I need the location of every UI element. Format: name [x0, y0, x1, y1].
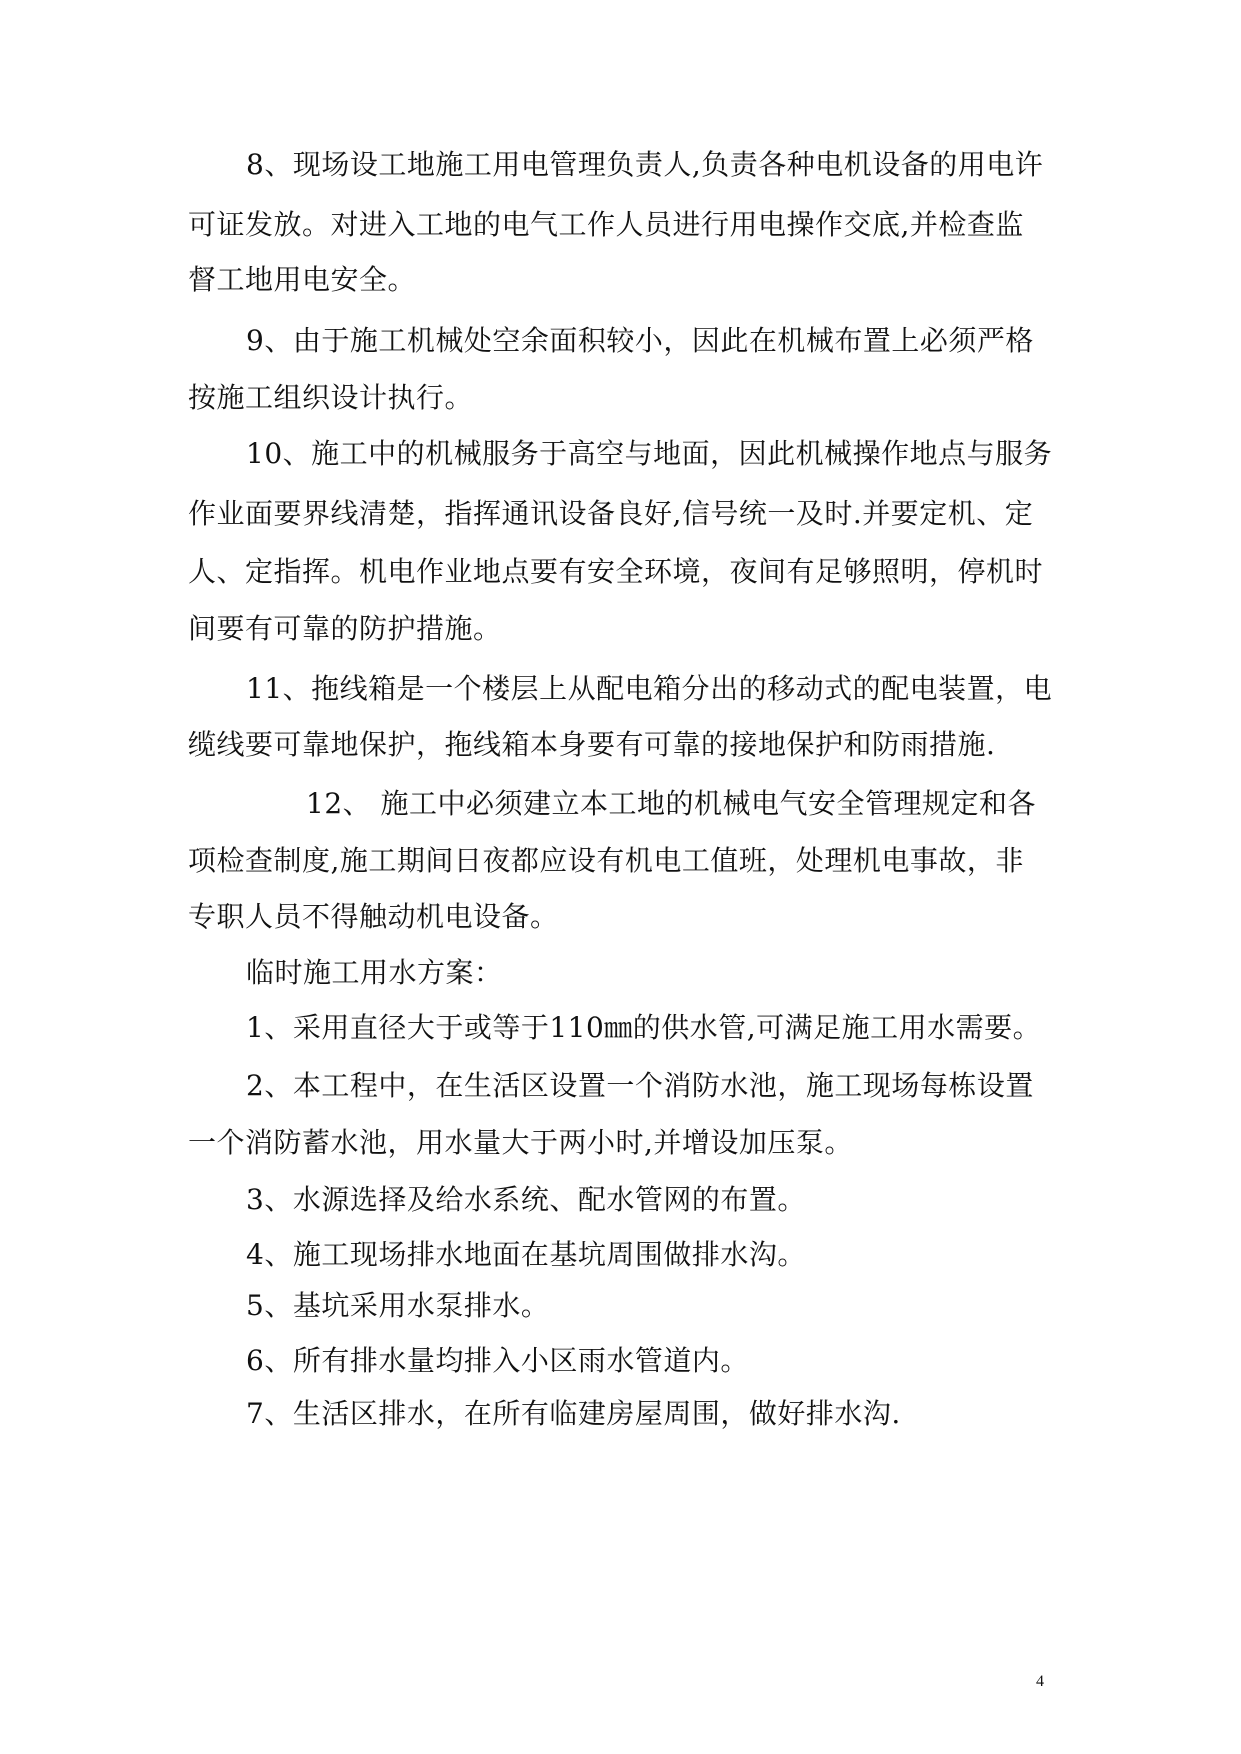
water-item-3: 3、水源选择及给水系统、配水管网的布置。 [246, 1183, 806, 1216]
paragraph-9-line-1: 9、由于施工机械处空余面积较小，因此在机械布置上必须严格 [246, 324, 1034, 357]
paragraph-10-line-4: 间要有可靠的防护措施。 [188, 612, 502, 645]
water-item-5: 5、基坑采用水泵排水。 [246, 1289, 550, 1322]
water-item-4: 4、施工现场排水地面在基坑周围做排水沟。 [246, 1238, 806, 1271]
paragraph-11-line-2: 缆线要可靠地保护，拖线箱本身要有可靠的接地保护和防雨措施. [188, 728, 996, 761]
paragraph-12-line-2: 项检查制度,施工期间日夜都应设有机电工值班，处理机电事故，非 [188, 844, 1024, 877]
page-number: 4 [1036, 1673, 1044, 1690]
paragraph-11-line-1: 11、拖线箱是一个楼层上从配电箱分出的移动式的配电装置，电 [246, 672, 1053, 705]
paragraph-9-line-2: 按施工组织设计执行。 [188, 381, 474, 414]
paragraph-10-line-3: 人、定指挥。机电作业地点要有安全环境，夜间有足够照明，停机时 [188, 555, 1044, 588]
water-item-1: 1、采用直径大于或等于110㎜的供水管,可满足施工用水需要。 [246, 1011, 1042, 1044]
paragraph-8-line-3: 督工地用电安全。 [188, 263, 417, 296]
water-item-2-line-1: 2、本工程中，在生活区设置一个消防水池，施工现场每栋设置 [246, 1069, 1034, 1102]
paragraph-10-line-1: 10、施工中的机械服务于高空与地面，因此机械操作地点与服务 [246, 437, 1053, 470]
paragraph-8-line-1: 8、现场设工地施工用电管理负责人,负责各种电机设备的用电许 [246, 148, 1044, 181]
water-item-2-line-2: 一个消防蓄水池，用水量大于两小时,并增设加压泵。 [188, 1126, 853, 1159]
paragraph-12-line-1: 12、 施工中必须建立本工地的机械电气安全管理规定和各 [306, 787, 1037, 820]
water-plan-heading: 临时施工用水方案： [246, 956, 503, 989]
paragraph-12-line-3: 专职人员不得触动机电设备。 [188, 900, 559, 933]
water-item-6: 6、所有排水量均排入小区雨水管道内。 [246, 1344, 749, 1377]
paragraph-10-line-2: 作业面要界线清楚，指挥通讯设备良好,信号统一及时.并要定机、定 [188, 497, 1034, 530]
paragraph-8-line-2: 可证发放。对进入工地的电气工作人员进行用电操作交底,并检查监 [188, 208, 1024, 241]
water-item-7: 7、生活区排水，在所有临建房屋周围，做好排水沟. [246, 1397, 901, 1430]
